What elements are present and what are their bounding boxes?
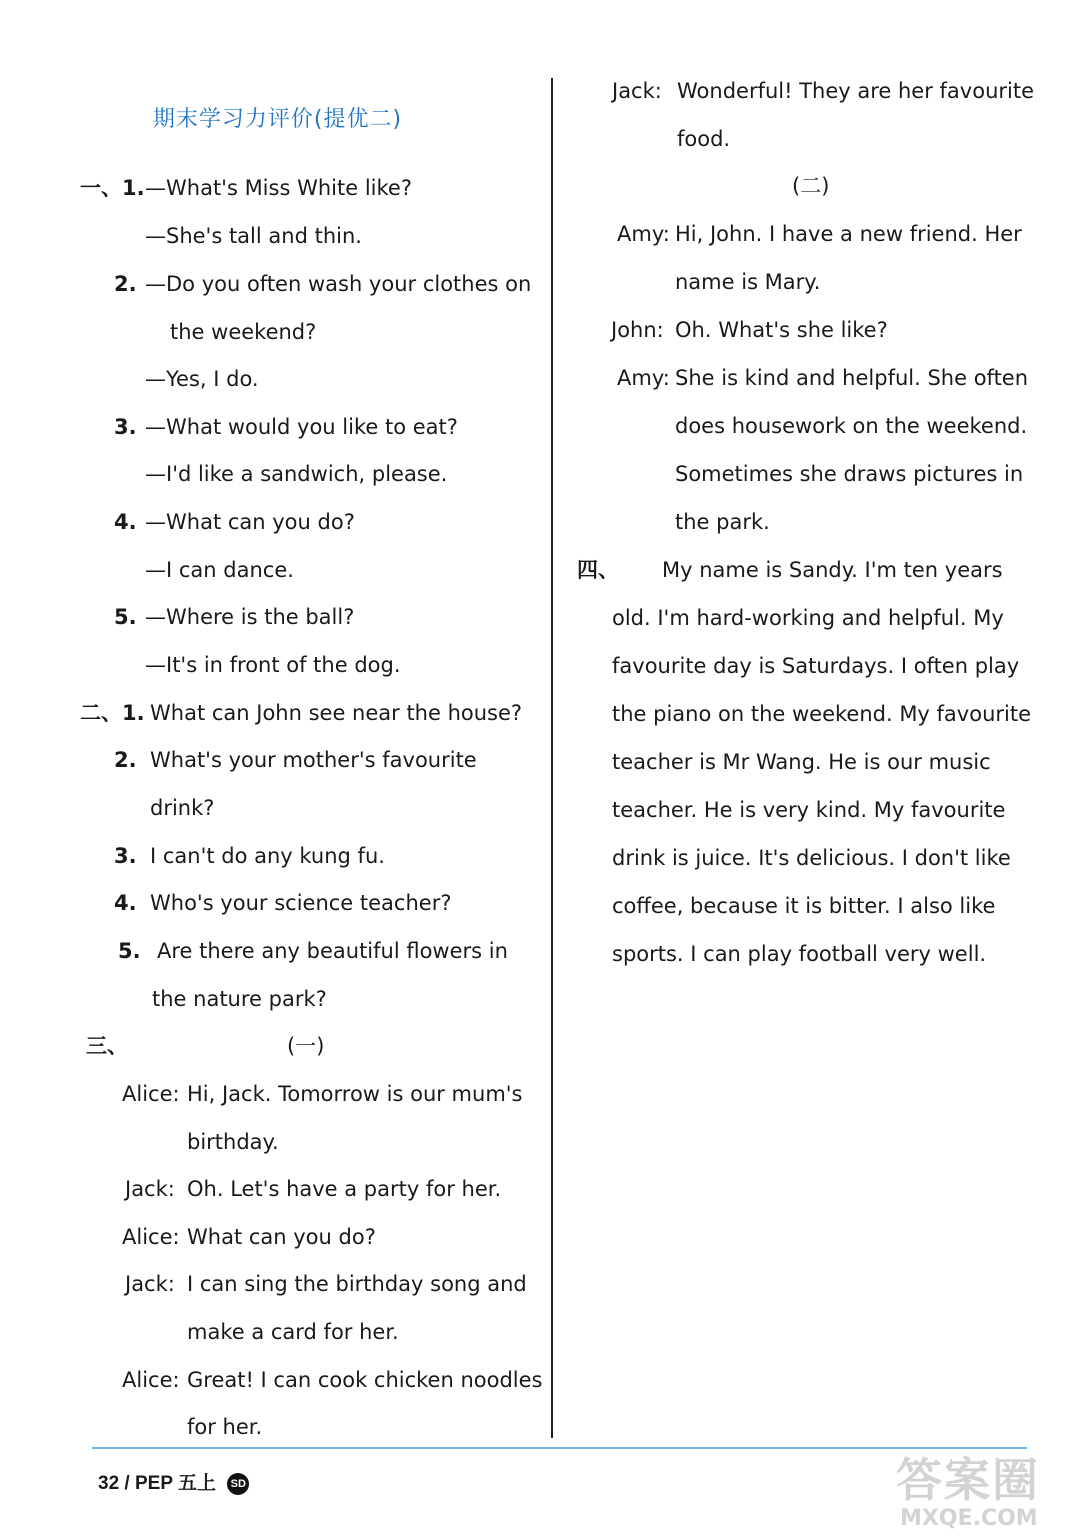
text-line: for her. bbox=[187, 1415, 263, 1439]
text-line: teacher is Mr Wang. He is our music bbox=[612, 750, 991, 774]
grade-label: 五上 bbox=[177, 1473, 216, 1494]
item-number: 5. bbox=[118, 939, 141, 963]
text-line: name is Mary. bbox=[675, 270, 821, 294]
text-line: —What's Miss White like? bbox=[145, 176, 412, 200]
section-number: 三、 bbox=[86, 1034, 128, 1058]
section-number: 四、 bbox=[577, 558, 619, 582]
text-line: Wonderful! They are her favourite bbox=[677, 79, 1035, 103]
text-line: What can John see near the house? bbox=[150, 701, 523, 725]
text-line: drink? bbox=[150, 796, 215, 820]
page-title: 期末学习力评价(提优二) bbox=[152, 107, 403, 132]
watermark-logo bbox=[896, 1454, 1040, 1531]
text-line: drink is juice. It's delicious. I don't like bbox=[612, 846, 1011, 870]
text-line: Hi, John. I have a new friend. Her bbox=[675, 222, 1022, 246]
text-line: the nature park? bbox=[152, 987, 327, 1011]
section-number: 二、1. bbox=[80, 701, 145, 725]
item-number: 3. bbox=[114, 844, 137, 868]
text-line: teacher. He is very kind. My favourite bbox=[612, 798, 1006, 822]
text-line: the piano on the weekend. My favourite bbox=[612, 702, 1032, 726]
item-number: 2. bbox=[114, 748, 137, 772]
speaker: Amy: bbox=[617, 222, 670, 246]
text-line: Great! I can cook chicken noodles bbox=[187, 1368, 543, 1392]
text-line: does housework on the weekend. bbox=[675, 414, 1028, 438]
text-line: Oh. What's she like? bbox=[675, 318, 888, 342]
text-line: Hi, Jack. Tomorrow is our mum's bbox=[187, 1082, 523, 1106]
text-line: —What would you like to eat? bbox=[145, 415, 458, 439]
text-line: —She's tall and thin. bbox=[145, 224, 362, 248]
text-line: I can sing the birthday song and bbox=[187, 1272, 527, 1296]
text-line: food. bbox=[677, 127, 731, 151]
footer-rule bbox=[92, 1447, 1027, 1449]
page-number: 32 bbox=[98, 1473, 120, 1494]
subsection-label: (一) bbox=[287, 1034, 325, 1058]
watermark-url: MXQE.COM bbox=[900, 1506, 1038, 1531]
watermark-text: 答案圈 bbox=[896, 1453, 1040, 1507]
speaker: Amy: bbox=[617, 366, 670, 390]
section-number: 一、1. bbox=[80, 176, 145, 200]
subsection-label: (二) bbox=[792, 174, 830, 198]
text-line: old. I'm hard-working and helpful. My bbox=[612, 606, 1004, 630]
text-line: —Where is the ball? bbox=[145, 605, 355, 629]
page-footer bbox=[98, 1468, 249, 1495]
item-number: 4. bbox=[114, 510, 137, 534]
speaker: Alice: bbox=[122, 1082, 180, 1106]
text-line: the park. bbox=[675, 510, 770, 534]
text-line: Who's your science teacher? bbox=[150, 891, 452, 915]
speaker: John: bbox=[611, 318, 664, 342]
speaker: Alice: bbox=[122, 1225, 180, 1249]
text-line: I can't do any kung fu. bbox=[150, 844, 385, 868]
text-line: Oh. Let's have a party for her. bbox=[187, 1177, 502, 1201]
speaker: Jack: bbox=[612, 79, 662, 103]
footer-separator: / bbox=[124, 1473, 130, 1494]
text-line: What can you do? bbox=[187, 1225, 376, 1249]
text-line: —It's in front of the dog. bbox=[145, 653, 401, 677]
text-line: —Do you often wash your clothes on bbox=[145, 272, 532, 296]
text-line: Sometimes she draws pictures in bbox=[675, 462, 1024, 486]
text-line: sports. I can play football very well. bbox=[612, 942, 987, 966]
text-line: She is kind and helpful. She often bbox=[675, 366, 1029, 390]
text-line: coffee, because it is bitter. I also like bbox=[612, 894, 996, 918]
text-line: —What can you do? bbox=[145, 510, 355, 534]
speaker: Jack: bbox=[125, 1177, 175, 1201]
edition-label: PEP bbox=[134, 1473, 173, 1494]
text-line: What's your mother's favourite bbox=[150, 748, 477, 772]
text-line: —Yes, I do. bbox=[145, 367, 259, 391]
text-line: My name is Sandy. I'm ten years bbox=[662, 558, 1003, 582]
item-number: 2. bbox=[114, 272, 137, 296]
text-line: make a card for her. bbox=[187, 1320, 399, 1344]
column-divider bbox=[551, 78, 553, 1438]
item-number: 3. bbox=[114, 415, 137, 439]
publisher-badge-icon: SD bbox=[227, 1473, 249, 1495]
text-line: favourite day is Saturdays. I often play bbox=[612, 654, 1020, 678]
text-line: —I can dance. bbox=[145, 558, 294, 582]
text-line: —I'd like a sandwich, please. bbox=[145, 462, 448, 486]
item-number: 4. bbox=[114, 891, 137, 915]
text-line: Are there any beautiful flowers in bbox=[157, 939, 508, 963]
speaker: Jack: bbox=[125, 1272, 175, 1296]
text-line: the weekend? bbox=[170, 320, 317, 344]
speaker: Alice: bbox=[122, 1368, 180, 1392]
text-line: birthday. bbox=[187, 1130, 279, 1154]
item-number: 5. bbox=[114, 605, 137, 629]
